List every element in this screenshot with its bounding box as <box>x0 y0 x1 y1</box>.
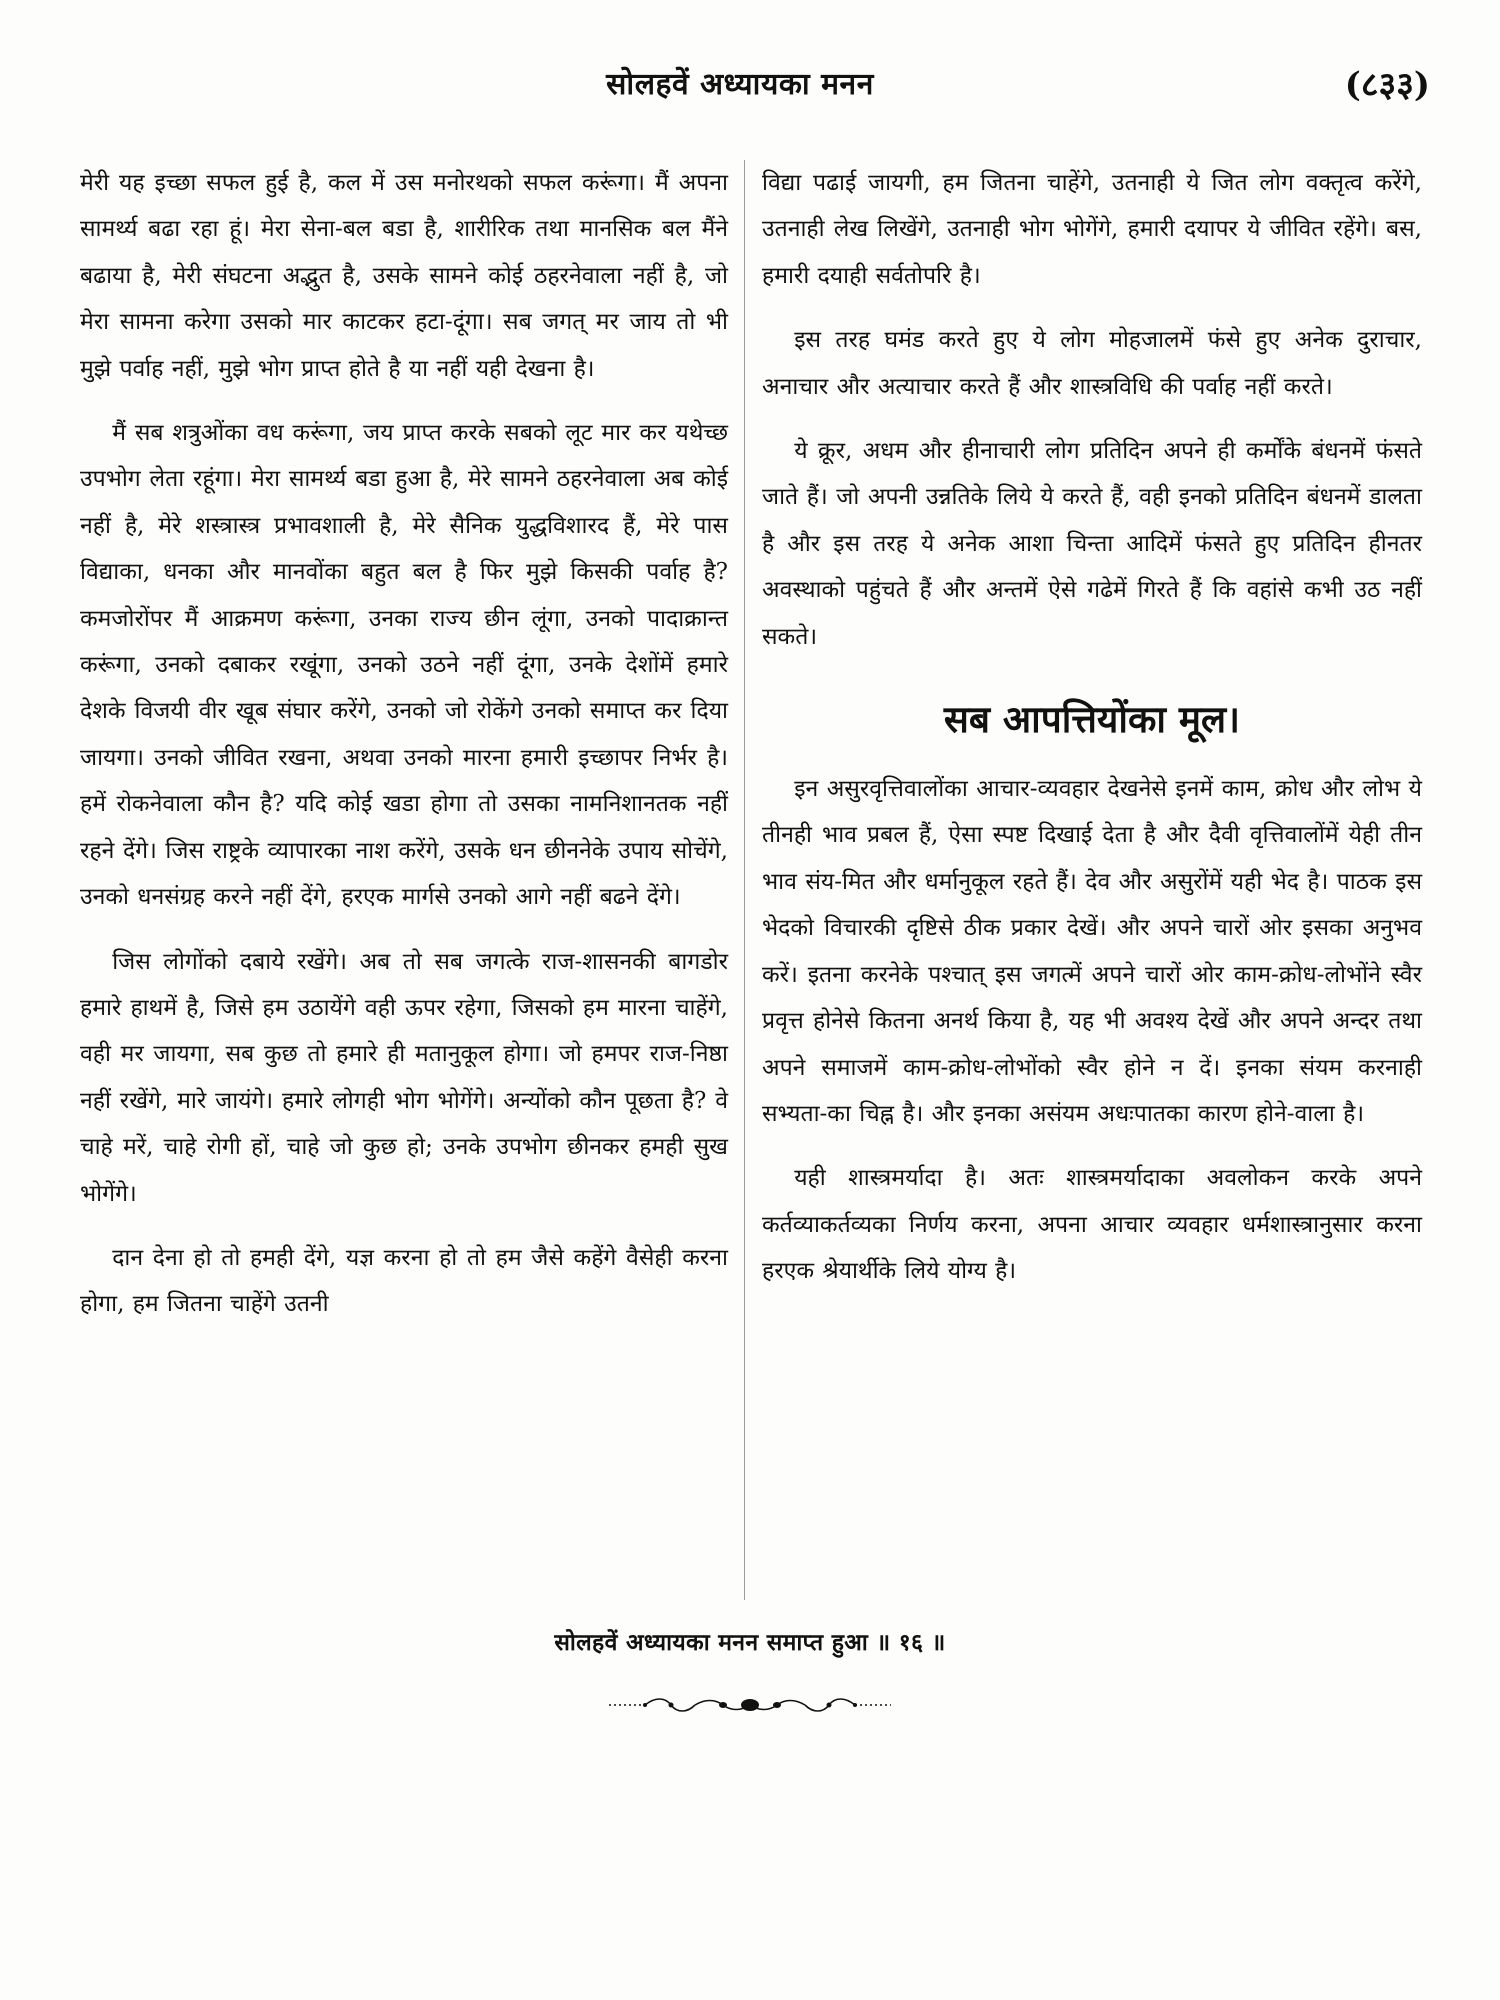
paragraph: यही शास्त्रमर्यादा है। अतः शास्त्रमर्यादाका अवलोकन करके अपने कर्तव्याकर्तव्यका निर्णय करना, अपना आचार व्यवहार धर्मशास्त्रानुसार करना हरएक श्रेयार्थीके लिये योग्य है। <box>762 1165 1422 1285</box>
paragraph: जिस लोगोंको दबाये रखेंगे। अब तो सब जगत्के राज-शासनकी बागडोर हमारे हाथमें है, जिसे हम उठायेंगे वही ऊपर रहेगा, जिसको हम मारना चाहेंगे, वही मर जायगा, सब कुछ तो हमारे ही मतानुकूल होगा। जो हमपर राज-निष्ठा नहीं रखेंगे, मारे जायंगे। हमारे लोगही भोग भोगेंगे। अन्योंको कौन पूछता है? वे चाहे मरें, चाहे रोगी हों, चाहे जो कुछ हो; उनके उपभोग छीनकर हमही सुख भोगेंगे। <box>80 948 728 1207</box>
chapter-closing-line: सोलहवें अध्यायका मनन समाप्त हुआ ॥ १६ ॥ <box>554 1629 946 1656</box>
ornament-flourish-icon <box>605 1693 895 1717</box>
paragraph: इन असुरवृत्तिवालोंका आचार-व्यवहार देखनेसे इनमें काम, क्रोध और लोभ ये तीनही भाव प्रबल हैं, ऐसा स्पष्ट दिखाई देता है और दैवी वृत्तिवालोंमें येही तीन भाव संय-मित और धर्मानुकूल रहते हैं। देव और असुरोंमें यही भेद है। पाठक इस भेदको विचारकी दृष्टिसे ठीक प्रकार देखें। और अपने चारों ओर इसका अनुभव करें। इतना करनेके पश्चात् इस जगत्में अपने चारों ओर काम-क्रोध-लोभोंने स्वैर प्रवृत्त होनेसे कितना अनर्थ किया है, यह भी अवश्य देखें और अपने अन्दर तथा अपने समाजमें काम-क्रोध-लोभोंको स्वैर होने न दें। इनका संयम करनाही सभ्यता-का चिह्न है। और इनका असंयम अधःपातका कारण होने-वाला है। <box>762 776 1422 1127</box>
right-column <box>762 160 1422 1313</box>
paragraph: मैं सब शत्रुओंका वध करूंगा, जय प्राप्त करके सबको लूट मार कर यथेच्छ उपभोग लेता रहूंगा। मेरा सामर्थ्य बडा हुआ है, मेरे सामने ठहरनेवाला अब कोई नहीं है, मेरे शस्त्रास्त्र प्रभावशाली है, मेरे सैनिक युद्धविशारद हैं, मेरे पास विद्याका, धनका और मानवोंका बहुत बल है फिर मुझे किसकी पर्वाह है? कमजोरोंपर मैं आक्रमण करूंगा, उनका राज्य छीन लूंगा, उनको पादाक्रान्त करूंगा, उनको दबाकर रखूंगा, उनको उठने नहीं दूंगा, उनके देशोंमें हमारे देशके विजयी वीर खूब संघार करेंगे, उनको जो रोकेंगे उनको समाप्त कर दिया जायगा। उनको जीवित रखना, अथवा उनको मारना हमारी इच्छापर निर्भर है। हमें रोकनेवाला कौन है? यदि कोई खडा होगा तो उसका नामनिशानतक नहीं रहने देंगे। जिस राष्ट्रके व्यापारका नाश करेंगे, उसके धन छीननेके उपाय सोचेंगे, उनको धनसंग्रह करने नहीं देंगे, हरएक मार्गसे उनको आगे नहीं बढने देंगे। <box>80 420 728 911</box>
left-column <box>80 160 728 1346</box>
column-divider <box>744 160 745 1600</box>
paragraph: मेरी यह इच्छा सफल हुई है, कल में उस मनोरथको सफल करूंगा। मैं अपना सामर्थ्य बढा रहा हूं। मेरा सेना-बल बडा है, शारीरिक तथा मानसिक बल मैंने बढाया है, मेरी संघटना अद्भुत है, उसके सामने कोई ठहरनेवाला नहीं है, जो मेरा सामना करेगा उसको मार काटकर हटा-दूंगा। सब जगत् मर जाय तो भी मुझे पर्वाह नहीं, मुझे भोग प्राप्त होते है या नहीं यही देखना है। <box>80 170 728 382</box>
paragraph: दान देना हो तो हमही देंगे, यज्ञ करना हो तो हम जैसे कहेंगे वैसेही करना होगा, हम जितना चाहेंगे उतनी <box>80 1244 728 1318</box>
page-number: (८३३) <box>1344 65 1430 105</box>
paragraph: इस तरह घमंड करते हुए ये लोग मोहजालमें फंसे हुए अनेक दुराचार, अनाचार और अत्याचार करते हैं और शास्त्रविधि की पर्वाह नहीं करते। <box>762 327 1422 400</box>
paragraph: ये क्रूर, अधम और हीनाचारी लोग प्रतिदिन अपने ही कर्मोंके बंधनमें फंसते जाते हैं। जो अपनी उन्नतिके लिये ये करते हैं, वही इनको प्रतिदिन बंधनमें डालता है और इस तरह ये अनेक आशा चिन्ता आदिमें फंसते हुए प्रतिदिन हीनतर अवस्थाको पहुंचते हैं और अन्तमें ऐसे गढेमें गिरते हैं कि वहांसे कभी उठ नहीं सकते। <box>762 438 1422 650</box>
section-heading: सब आपत्तियोंका मूल। <box>943 697 1241 742</box>
paragraph: विद्या पढाई जायगी, हम जितना चाहेंगे, उतनाही ये जित लोग वक्तृत्व करेंगे, उतनाही लेख लिखेंगे, उतनाही भोग भोगेंगे, हमारी दयापर ये जीवित रहेंगे। बस, हमारी दयाही सर्वतोपरि है। <box>762 170 1422 289</box>
running-head-title: सोलहवें अध्यायका मनन <box>606 67 874 102</box>
